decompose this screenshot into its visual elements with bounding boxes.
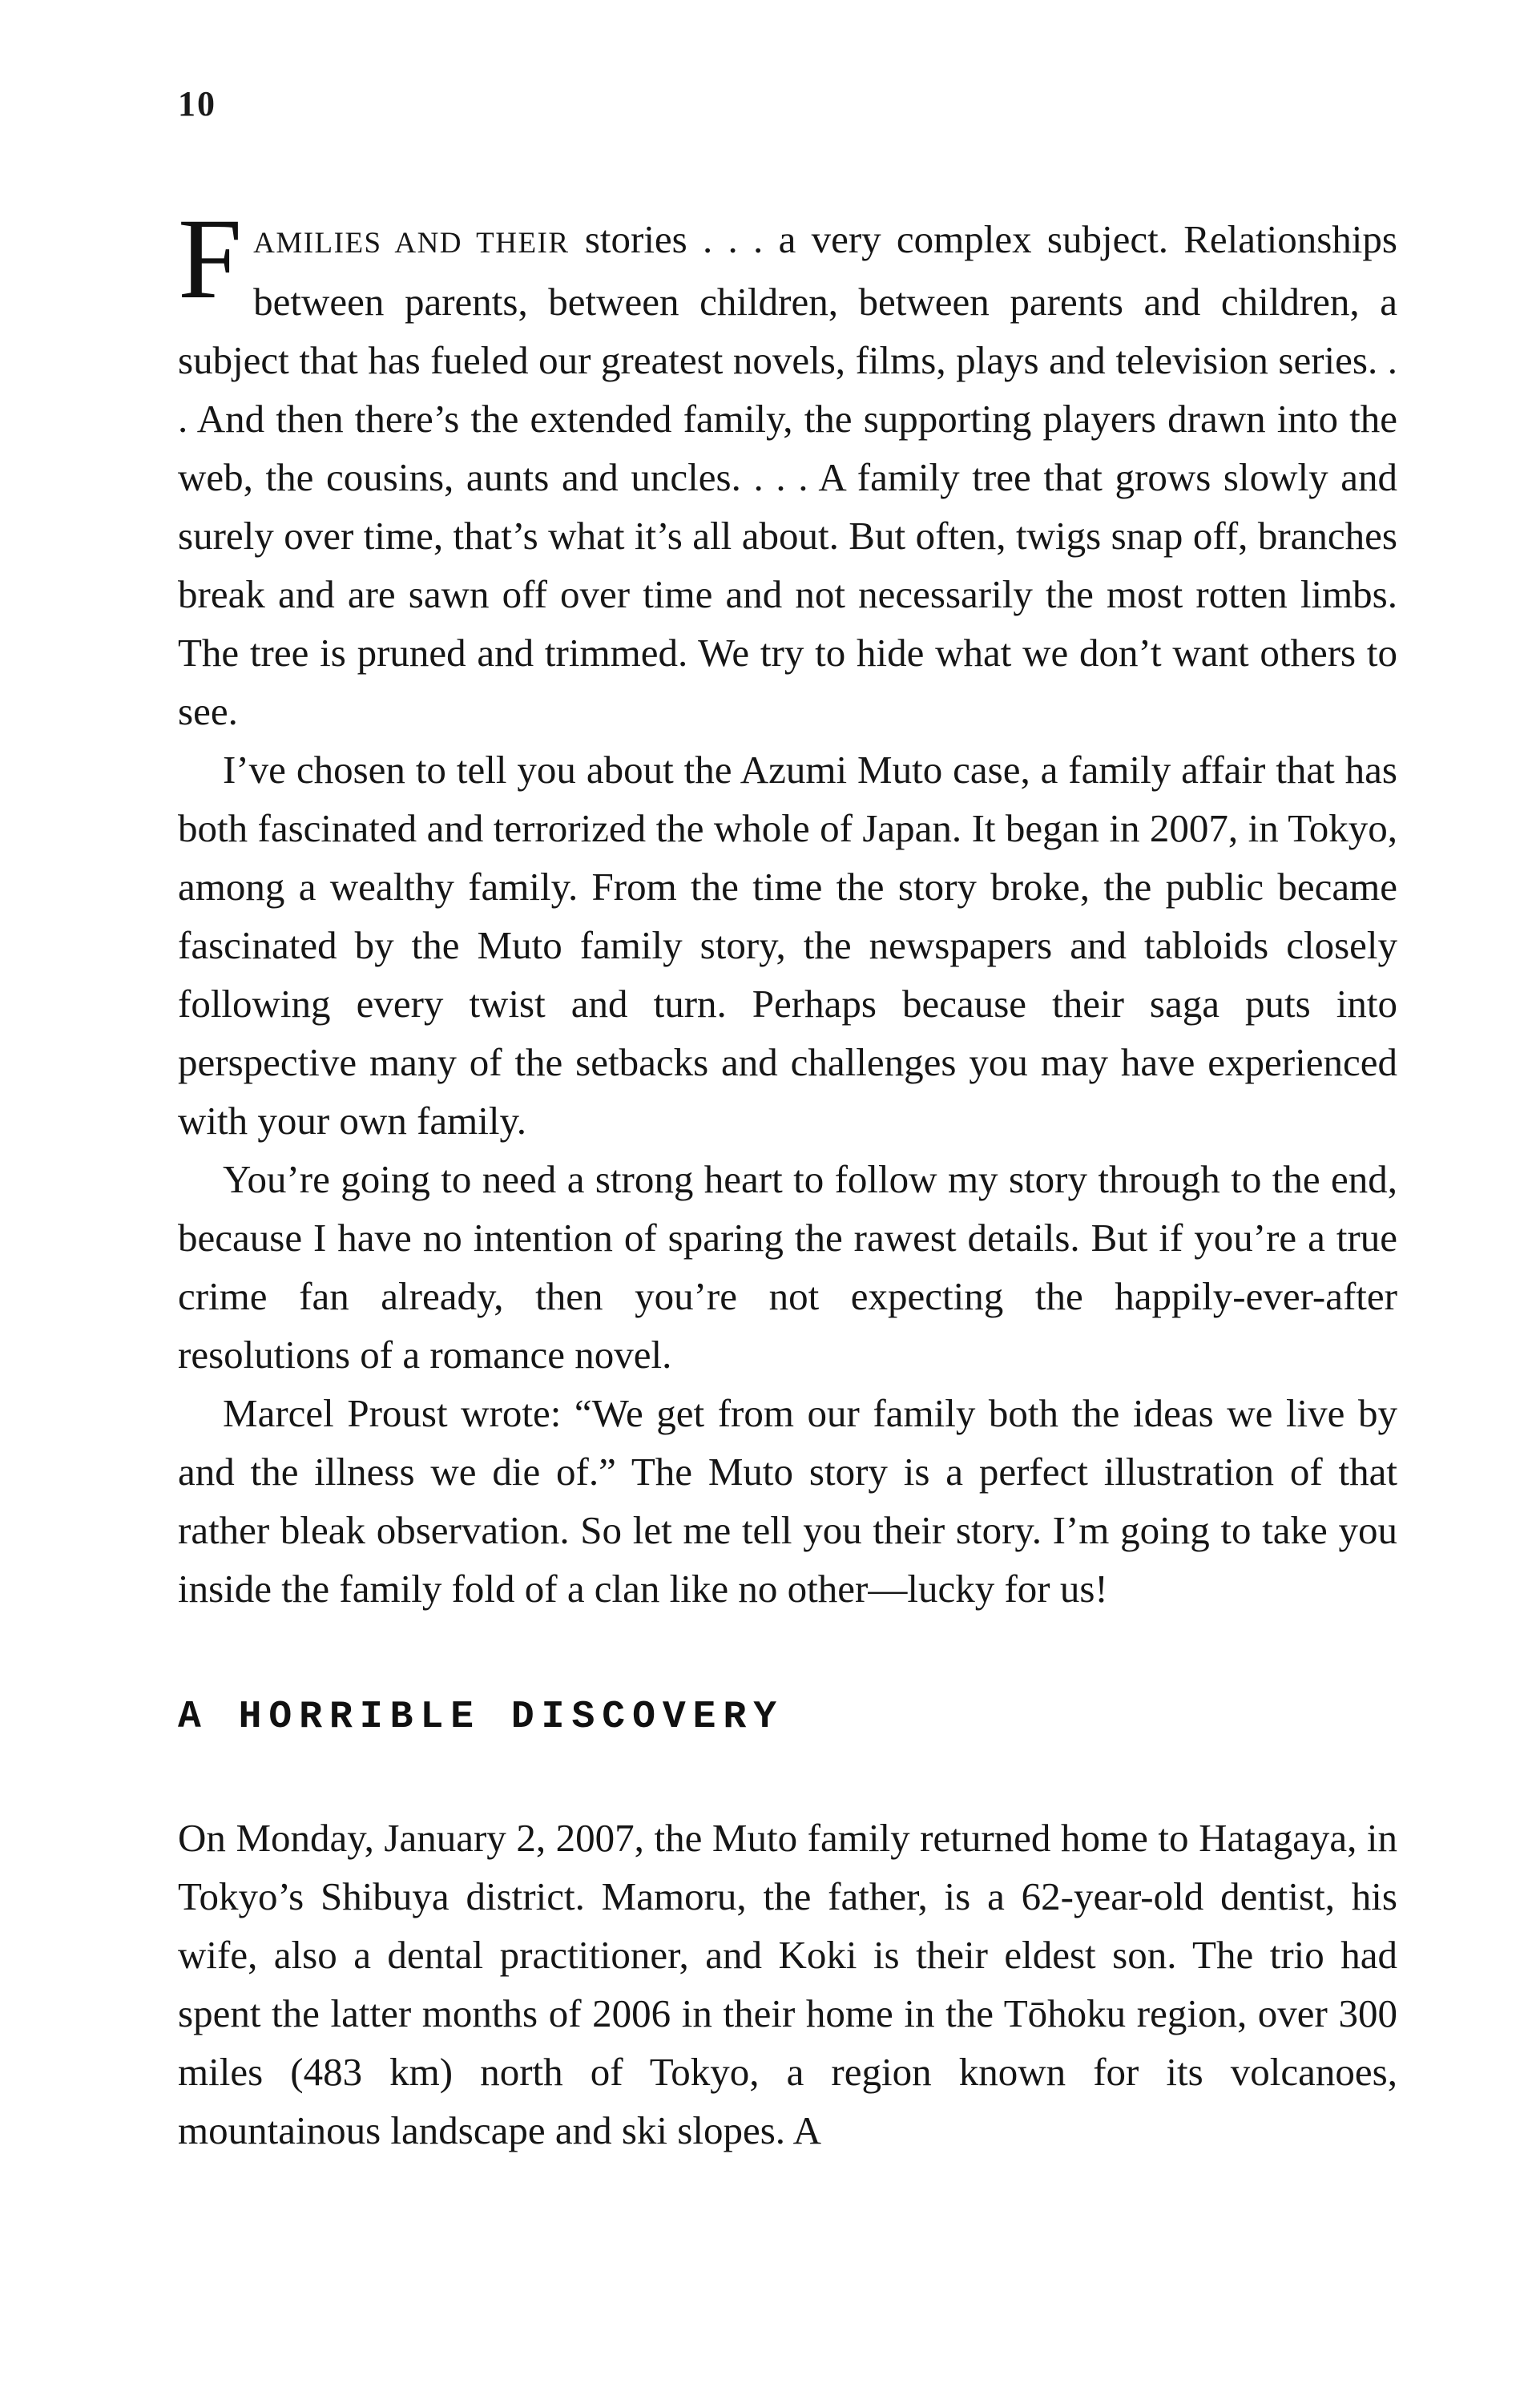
drop-cap: F	[178, 196, 243, 323]
paragraph-azumi-case: I’ve chosen to tell you about the Azumi Muto case, a family affair that has both fascinated and terrorized the whole of Japan. It began in 2007, in Tokyo, among a wealthy family. From the time the story broke, the public became fascinated by the Muto family story, the newspapers and tabloids closely following every twist and turn. Perhaps because their saga puts into perspective many of the setbacks and challenges you may have experienced with your own family.	[178, 748, 1397, 1143]
paragraph-discovery: On Monday, January 2, 2007, the Muto family returned home to Hatagaya, in Tokyo’s Shibuya district. Mamoru, the father, is a 62-year-old dentist, his wife, also a dental practitioner, and Koki is their eldest son. The trio had spent the latter months of 2006 in their home in the Tōhoku region, over 300 miles (483 km) north of Tokyo, a region known for its volcanoes, mountainous landscape and ski slopes. A	[178, 1816, 1397, 2152]
body-text	[178, 196, 1397, 2160]
opening-small-caps: AMILIES AND THEIR	[253, 227, 570, 260]
paragraph-strong-heart: You’re going to need a strong heart to follow my story through to the end, because I have no intention of sparing the rawest details. But if you’re a true crime fan already, then you’re not expecting the happily-ever-after resolutions of a romance novel.	[178, 1157, 1397, 1377]
section-heading: A HORRIBLE DISCOVERY	[178, 1696, 784, 1739]
paragraph-opening	[178, 196, 1397, 740]
page-number: 10	[178, 84, 216, 123]
paragraph-opening-text: stories . . . a very complex subject. Relationships between parents, between children, between parents and children, a subject that has fueled our greatest novels, films, plays and television series. . . And then there’s the extended family, the supporting players drawn into the web, the cousins, aunts and uncles. . . . A family tree that grows slowly and surely over time, that’s what it’s all about. But often, twigs snap off, branches break and are sawn off over time and not necessarily the most rotten limbs. The tree is pruned and trimmed. We try to hide what we don’t want others to see.	[178, 217, 1397, 733]
paragraph-proust-quote: Marcel Proust wrote: “We get from our family both the ideas we live by and the illness we die of.” The Muto story is a perfect illustration of that rather bleak observation. So let me tell you their story. I’m going to take you inside the family fold of a clan like no other—lucky for us!	[178, 1391, 1397, 1611]
text-column	[178, 0, 1397, 2160]
